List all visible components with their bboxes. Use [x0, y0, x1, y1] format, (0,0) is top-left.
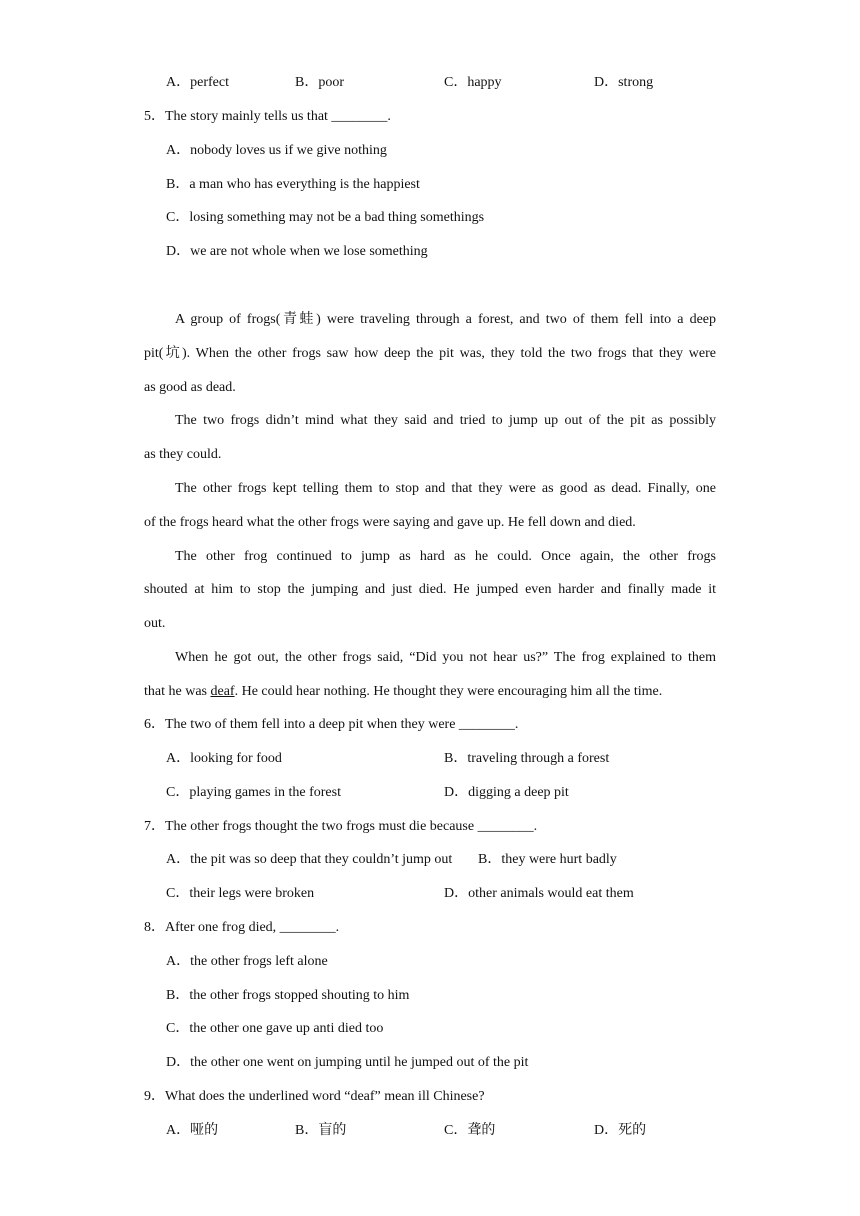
q7-stem: 7．The other frogs thought the two frogs must die because ________.	[144, 819, 538, 834]
passage-p1-line3: as good as dead.	[144, 380, 236, 395]
q6-stem: 6．The two of them fell into a deep pit when they were ________.	[144, 717, 519, 732]
q6-option-b: B．traveling through a forest	[444, 751, 610, 766]
passage-p2-line2: as they could.	[144, 447, 222, 462]
passage-p5-line1: When he got out, the other frogs said, “Did you not hear us?” The frog explained to them	[175, 650, 716, 665]
passage-p5-line2-post: . He could hear nothing. He thought they were encouraging him all the time.	[234, 684, 663, 699]
passage-p4-line3: out.	[144, 616, 166, 631]
q8-option-d: D．the other one went on jumping until he jumped out of the pit	[166, 1055, 529, 1070]
passage-p3-line2: of the frogs heard what the other frogs were saying and gave up. He fell down and died.	[144, 515, 636, 530]
q7-option-a: A．the pit was so deep that they couldn’t jump out	[166, 852, 453, 867]
q6-option-c: C．playing games in the forest	[166, 785, 341, 800]
q9-option-c: C．聋的	[444, 1123, 496, 1138]
q9-option-a: A．哑的	[166, 1123, 219, 1138]
q4-option-c: C．happy	[444, 75, 502, 90]
q4-option-d: D．strong	[594, 75, 654, 90]
q8-stem: 8．After one frog died, ________.	[144, 920, 340, 935]
q5-option-a: A．nobody loves us if we give nothing	[166, 143, 387, 158]
q4-option-a: A．perfect	[166, 75, 229, 90]
passage-p2-line1: The two frogs didn’t mind what they said and tried to jump up out of the pit as possibly	[175, 413, 716, 428]
q8-option-a: A．the other frogs left alone	[166, 954, 328, 969]
passage-p5-line2-pre: that he was	[144, 684, 211, 699]
q9-option-b: B．盲的	[295, 1123, 347, 1138]
q7-option-b: B．they were hurt badly	[478, 852, 617, 867]
q6-option-d: D．digging a deep pit	[444, 785, 569, 800]
q7-option-c: C．their legs were broken	[166, 886, 315, 901]
q6-option-a: A．looking for food	[166, 751, 282, 766]
q9-option-d: D．死的	[594, 1123, 647, 1138]
passage-p1-line1: A group of frogs(青蛙) were traveling through a forest, and two of them fell into a deep	[175, 312, 716, 327]
underlined-word-deaf: deaf	[210, 684, 235, 699]
q9-stem: 9．What does the underlined word “deaf” mean ill Chinese?	[144, 1089, 485, 1104]
passage-p5-line2	[144, 682, 716, 702]
q5-option-d: D．we are not whole when we lose something	[166, 244, 428, 259]
q5-option-b: B．a man who has everything is the happiest	[166, 177, 420, 192]
q7-option-d: D．other animals would eat them	[444, 886, 634, 901]
q8-option-b: B．the other frogs stopped shouting to him	[166, 988, 410, 1003]
passage-p4-line1: The other frog continued to jump as hard as he could. Once again, the other frogs	[175, 549, 716, 564]
q5-stem: 5．The story mainly tells us that ________.	[144, 109, 391, 124]
q5-option-c: C．losing something may not be a bad thing somethings	[166, 210, 485, 225]
passage-p1-line2: pit(坑). When the other frogs saw how deep the pit was, they told the two frogs that they were	[144, 346, 716, 361]
q4-option-b: B．poor	[295, 75, 344, 90]
passage-p3-line1: The other frogs kept telling them to stop and that they were as good as dead. Finally, one	[175, 481, 716, 496]
passage-p4-line2: shouted at him to stop the jumping and just died. He jumped even harder and finally made it	[144, 582, 716, 597]
q8-option-c: C．the other one gave up anti died too	[166, 1021, 384, 1036]
